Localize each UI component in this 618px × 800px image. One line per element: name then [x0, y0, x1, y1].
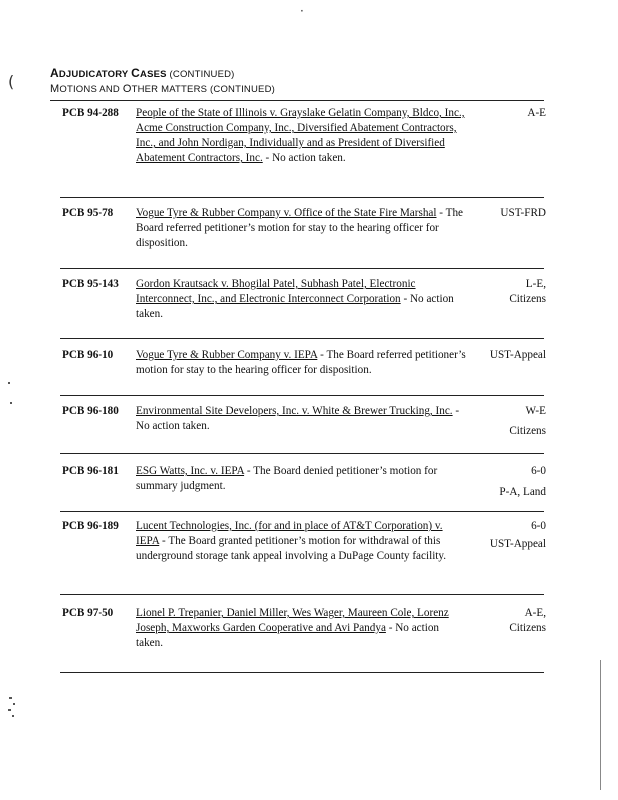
case-parties: Lionel P. Trepanier, Daniel Miller, Wes Wager, Maureen Cole, Lorenz Joseph, Maxworks Garden Cooperative and Avi Pandya	[136, 607, 449, 634]
heading-text: DJUDICATORY	[58, 69, 132, 80]
entry-divider	[60, 594, 544, 595]
heading-text: C	[131, 66, 141, 80]
case-parties: Gordon Krautsack v. Bhogilal Patel, Subhash Patel, Electronic Interconnect, Inc., and Electronic Interconnect Corporation	[136, 278, 416, 305]
scan-speck	[9, 697, 12, 699]
case-category	[466, 606, 546, 636]
section-subheading	[50, 83, 275, 95]
case-action: - The Board granted petitioner’s motion for withdrawal of this underground storage tank appeal involving a DuPage County facility.	[136, 535, 447, 562]
category-line: Citizens	[509, 622, 546, 634]
category-line: 6-0	[531, 520, 546, 532]
case-number: PCB 96-180	[62, 405, 119, 417]
heading-text: A	[50, 66, 59, 80]
case-action: - No action taken.	[136, 622, 440, 649]
scan-speck	[13, 703, 15, 705]
category-line: A-E,	[524, 607, 546, 619]
case-category	[466, 106, 546, 121]
scan-speck	[10, 402, 12, 404]
case-category	[466, 519, 546, 552]
entry-divider	[60, 338, 544, 339]
category-line: W-E	[525, 405, 546, 417]
category-line: UST-Appeal	[489, 538, 546, 550]
case-number: PCB 96-189	[62, 520, 119, 532]
subheading-text: (CONTINUED)	[210, 84, 276, 95]
case-action: - The Board denied petitioner’s motion for summary judgment.	[136, 465, 438, 492]
case-description	[136, 206, 466, 251]
scan-mark: (	[8, 72, 15, 91]
category-line: Citizens	[509, 425, 546, 437]
case-parties: Vogue Tyre & Rubber Company v. Office of the State Fire Marshal	[136, 207, 437, 219]
case-parties: ESG Watts, Inc. v. IEPA	[136, 465, 245, 477]
case-description	[136, 277, 466, 322]
subheading-text: OTIONS AND	[59, 84, 123, 95]
entry-divider	[60, 268, 544, 269]
header-divider	[50, 100, 544, 101]
case-category	[466, 277, 546, 307]
scan-mark: ·	[300, 4, 304, 18]
case-parties: Environmental Site Developers, Inc. v. White & Brewer Trucking, Inc.	[136, 405, 453, 417]
entry-divider	[60, 197, 544, 198]
case-description	[136, 519, 466, 564]
category-line: 6-0	[531, 465, 546, 477]
case-number: PCB 95-78	[62, 207, 114, 219]
case-parties: People of the State of Illinois v. Grayslake Gelatin Company, Bldco, Inc., Acme Construction Company, Inc., Diversified Abatement Contractors, Inc., and John Nordigan, Individually and as President of Diversified Abatement Contractors, Inc.	[136, 107, 465, 164]
subheading-text: THER MATTERS	[131, 84, 211, 95]
case-description	[136, 106, 466, 166]
case-category	[466, 404, 546, 439]
section-heading	[50, 66, 235, 80]
case-description	[136, 348, 476, 378]
case-number: PCB 97-50	[62, 607, 114, 619]
entry-divider	[60, 672, 544, 673]
case-category	[466, 348, 546, 363]
case-category	[466, 464, 546, 500]
scan-speck	[12, 715, 14, 717]
case-parties: Lucent Technologies, Inc. (for and in place of AT&T Corporation) v. IEPA	[136, 520, 443, 547]
subheading-text: M	[50, 83, 60, 95]
scan-speck	[8, 709, 11, 711]
case-action: - The Board referred petitioner’s motion for stay to the hearing officer for disposition.	[136, 349, 466, 376]
case-description	[136, 606, 466, 651]
case-number: PCB 96-10	[62, 349, 114, 361]
category-line: Citizens	[509, 293, 546, 305]
entry-divider	[60, 453, 544, 454]
subheading-text: O	[122, 83, 132, 95]
case-number: PCB 96-181	[62, 465, 119, 477]
category-line: L-E,	[525, 278, 546, 290]
scan-edge-line	[600, 660, 601, 790]
category-line: UST-FRD	[500, 207, 546, 219]
case-parties: Vogue Tyre & Rubber Company v. IEPA	[136, 349, 318, 361]
entry-divider	[60, 511, 544, 512]
entry-divider	[60, 395, 544, 396]
case-action: - The Board referred petitioner’s motion for stay to the hearing officer for disposition.	[136, 207, 464, 249]
category-line: P-A, Land	[499, 486, 546, 498]
case-number: PCB 94-288	[62, 107, 119, 119]
scan-speck	[8, 382, 10, 384]
case-description	[136, 464, 466, 494]
category-line: UST-Appeal	[489, 349, 546, 361]
case-description	[136, 404, 466, 434]
case-action: - No action taken.	[262, 152, 346, 164]
case-action: - No action taken.	[136, 293, 454, 320]
case-number: PCB 95-143	[62, 278, 119, 290]
heading-text: ASES	[140, 69, 170, 80]
case-action: - No action taken.	[136, 405, 460, 432]
case-category	[466, 206, 546, 221]
category-line: A-E	[527, 107, 546, 119]
heading-text: (CONTINUED)	[169, 69, 235, 80]
